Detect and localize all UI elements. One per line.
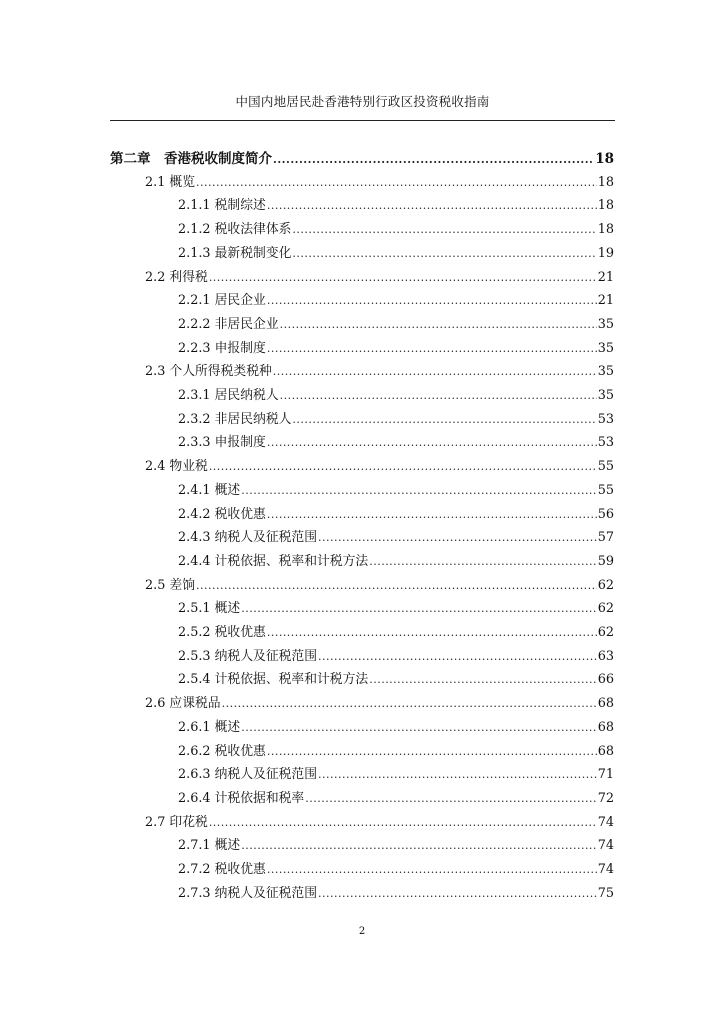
toc-dot-leader xyxy=(292,411,596,429)
toc-entry-label: 2.1 概览 xyxy=(145,174,196,190)
toc-dot-leader xyxy=(369,553,597,571)
toc-dot-leader xyxy=(267,743,597,761)
toc-dot-leader xyxy=(280,387,597,405)
page-number: 2 xyxy=(358,926,366,937)
toc-entry-label: 2.2 利得税 xyxy=(145,269,208,285)
toc-dot-leader xyxy=(241,719,596,737)
toc-entry-page: 74 xyxy=(597,838,614,854)
toc-entry-label: 2.4.4 计税依据、税率和计税方法 xyxy=(178,553,369,569)
toc-entry-label: 2.6.2 税收优惠 xyxy=(178,743,266,759)
toc-dot-leader xyxy=(267,292,597,310)
toc-subsection-entry[interactable] xyxy=(178,885,614,903)
toc-entry-label: 2.5.1 概述 xyxy=(178,601,241,617)
toc-entry-page: 53 xyxy=(597,435,614,451)
toc-entry-page: 19 xyxy=(597,245,614,261)
page-header-title: 中国内地居民赴香港特别行政区投资税收指南 xyxy=(235,94,490,109)
toc-entry-page: 21 xyxy=(597,269,614,285)
toc-entry-label: 2.4.3 纳税人及征税范围 xyxy=(178,530,318,546)
toc-entry-label: 2.7.3 纳税人及征税范围 xyxy=(178,885,318,901)
toc-entry-page: 18 xyxy=(595,151,614,167)
toc-dot-leader xyxy=(280,316,597,334)
header-divider xyxy=(110,120,615,121)
toc-entry-page: 53 xyxy=(597,411,614,427)
toc-entry-label: 2.5.2 税收优惠 xyxy=(178,625,266,640)
toc-subsection-entry[interactable] xyxy=(178,600,614,618)
toc-entry-page: 18 xyxy=(597,222,614,238)
toc-entry-label: 2.1.1 税制综述 xyxy=(178,198,266,214)
toc-entry-label: 2.1.2 税收法律体系 xyxy=(178,222,292,238)
toc-entry-page: 68 xyxy=(597,696,614,712)
toc-subsection-entry[interactable] xyxy=(178,197,614,215)
toc-dot-leader xyxy=(267,197,597,215)
toc-entry-label: 2.7 印花税 xyxy=(145,814,208,830)
toc-dot-leader xyxy=(318,885,597,903)
toc-dot-leader xyxy=(196,174,597,192)
toc-entry-page: 62 xyxy=(597,625,614,640)
toc-section-entry[interactable] xyxy=(145,174,614,192)
toc-subsection-entry[interactable] xyxy=(178,245,614,263)
toc-subsection-entry[interactable] xyxy=(178,340,614,358)
toc-subsection-entry[interactable] xyxy=(178,648,614,666)
toc-dot-leader xyxy=(196,577,597,595)
toc-dot-leader xyxy=(267,624,597,642)
toc-dot-leader xyxy=(241,600,596,618)
toc-subsection-entry[interactable] xyxy=(178,529,614,547)
toc-dot-leader xyxy=(369,671,597,689)
toc-entry-label: 2.2.1 居民企业 xyxy=(178,293,266,309)
toc-entry-label: 2.7.1 概述 xyxy=(178,838,241,854)
toc-entry-page: 75 xyxy=(597,885,614,901)
toc-dot-leader xyxy=(318,648,597,666)
toc-entry-label: 2.5.3 纳税人及征税范围 xyxy=(178,648,318,664)
toc-entry-label: 2.5 差饷 xyxy=(145,577,196,593)
toc-entry-page: 21 xyxy=(597,293,614,309)
toc-subsection-entry[interactable] xyxy=(178,506,614,524)
toc-entry-label: 2.3 个人所得税类税种 xyxy=(145,364,272,380)
toc-section-entry[interactable] xyxy=(145,695,614,713)
toc-entry-page: 35 xyxy=(597,388,614,403)
toc-subsection-entry[interactable] xyxy=(178,221,614,239)
toc-entry-page: 35 xyxy=(597,316,614,332)
toc-entry-label: 2.2.2 非居民企业 xyxy=(178,316,279,332)
toc-subsection-entry[interactable] xyxy=(178,316,614,334)
toc-dot-leader xyxy=(241,837,596,855)
toc-entry-label: 2.4.1 概述 xyxy=(178,482,241,498)
toc-entry-label: 2.2.3 申报制度 xyxy=(178,340,266,356)
toc-entry-label: 2.4.2 税收优惠 xyxy=(178,506,266,522)
toc-subsection-entry[interactable] xyxy=(178,553,614,571)
toc-entry-page: 62 xyxy=(597,601,614,617)
toc-dot-leader xyxy=(273,151,594,169)
toc-entry-label: 2.7.2 税收优惠 xyxy=(178,862,266,877)
toc-subsection-entry[interactable] xyxy=(178,411,614,429)
toc-dot-leader xyxy=(267,340,597,358)
toc-subsection-entry[interactable] xyxy=(178,837,614,855)
toc-subsection-entry[interactable] xyxy=(178,624,614,642)
toc-entry-page: 55 xyxy=(597,482,614,498)
toc-entry-page: 62 xyxy=(597,577,614,593)
toc-entry-page: 71 xyxy=(597,767,614,783)
toc-dot-leader xyxy=(318,766,597,784)
toc-subsection-entry[interactable] xyxy=(178,719,614,737)
toc-subsection-entry[interactable] xyxy=(178,387,614,405)
toc-entry-label: 第二章 香港税收制度简介 xyxy=(110,151,272,167)
toc-dot-leader xyxy=(318,529,597,547)
toc-dot-leader xyxy=(222,695,597,713)
toc-dot-leader xyxy=(209,814,597,832)
toc-subsection-entry[interactable] xyxy=(178,292,614,310)
toc-entry-page: 18 xyxy=(597,174,614,190)
toc-entry-label: 2.3.2 非居民纳税人 xyxy=(178,411,292,427)
toc-entry-page: 74 xyxy=(597,862,614,877)
toc-entry-label: 2.6.3 纳税人及征税范围 xyxy=(178,767,318,783)
toc-dot-leader xyxy=(209,458,597,476)
toc-section-entry[interactable] xyxy=(145,577,614,595)
toc-entry-label: 2.1.3 最新税制变化 xyxy=(178,245,292,261)
toc-entry-label: 2.6 应课税品 xyxy=(145,696,221,712)
toc-entry-page: 63 xyxy=(597,648,614,664)
toc-entry-page: 74 xyxy=(597,814,614,830)
toc-entry-label: 2.3.1 居民纳税人 xyxy=(178,388,279,403)
toc-dot-leader xyxy=(267,861,597,879)
toc-subsection-entry[interactable] xyxy=(178,671,614,689)
toc-section-entry[interactable] xyxy=(145,363,614,381)
toc-dot-leader xyxy=(292,245,596,263)
toc-entry-label: 2.4 物业税 xyxy=(145,459,208,475)
toc-subsection-entry[interactable] xyxy=(178,861,614,879)
toc-entry-page: 18 xyxy=(597,198,614,214)
toc-dot-leader xyxy=(292,221,596,239)
toc-dot-leader xyxy=(267,506,597,524)
toc-entry-label: 2.6.4 计税依据和税率 xyxy=(178,790,305,806)
toc-entry-page: 35 xyxy=(597,340,614,356)
toc-dot-leader xyxy=(267,434,597,452)
toc-subsection-entry[interactable] xyxy=(178,790,614,808)
toc-entry-page: 66 xyxy=(597,672,614,688)
toc-entry-label: 2.6.1 概述 xyxy=(178,719,241,735)
toc-entry-page: 72 xyxy=(597,790,614,806)
toc-entry-page: 57 xyxy=(597,530,614,546)
toc-entry-label: 2.3.3 申报制度 xyxy=(178,435,266,451)
toc-dot-leader xyxy=(209,269,597,287)
toc-section-entry[interactable] xyxy=(145,814,614,832)
toc-entry-page: 59 xyxy=(597,553,614,569)
toc-dot-leader xyxy=(305,790,596,808)
toc-subsection-entry[interactable] xyxy=(178,434,614,452)
toc-dot-leader xyxy=(273,363,597,381)
toc-subsection-entry[interactable] xyxy=(178,482,614,500)
toc-entry-page: 55 xyxy=(597,459,614,475)
toc-chapter-entry[interactable] xyxy=(110,150,614,168)
toc-entry-label: 2.5.4 计税依据、税率和计税方法 xyxy=(178,672,369,688)
toc-dot-leader xyxy=(241,482,596,500)
toc-subsection-entry[interactable] xyxy=(178,766,614,784)
toc-entry-page: 35 xyxy=(597,364,614,380)
toc-entry-page: 68 xyxy=(597,719,614,735)
toc-section-entry[interactable] xyxy=(145,458,614,476)
toc-entry-page: 56 xyxy=(597,506,614,522)
toc-entry-page: 68 xyxy=(597,743,614,759)
toc-section-entry[interactable] xyxy=(145,269,614,287)
toc-subsection-entry[interactable] xyxy=(178,743,614,761)
